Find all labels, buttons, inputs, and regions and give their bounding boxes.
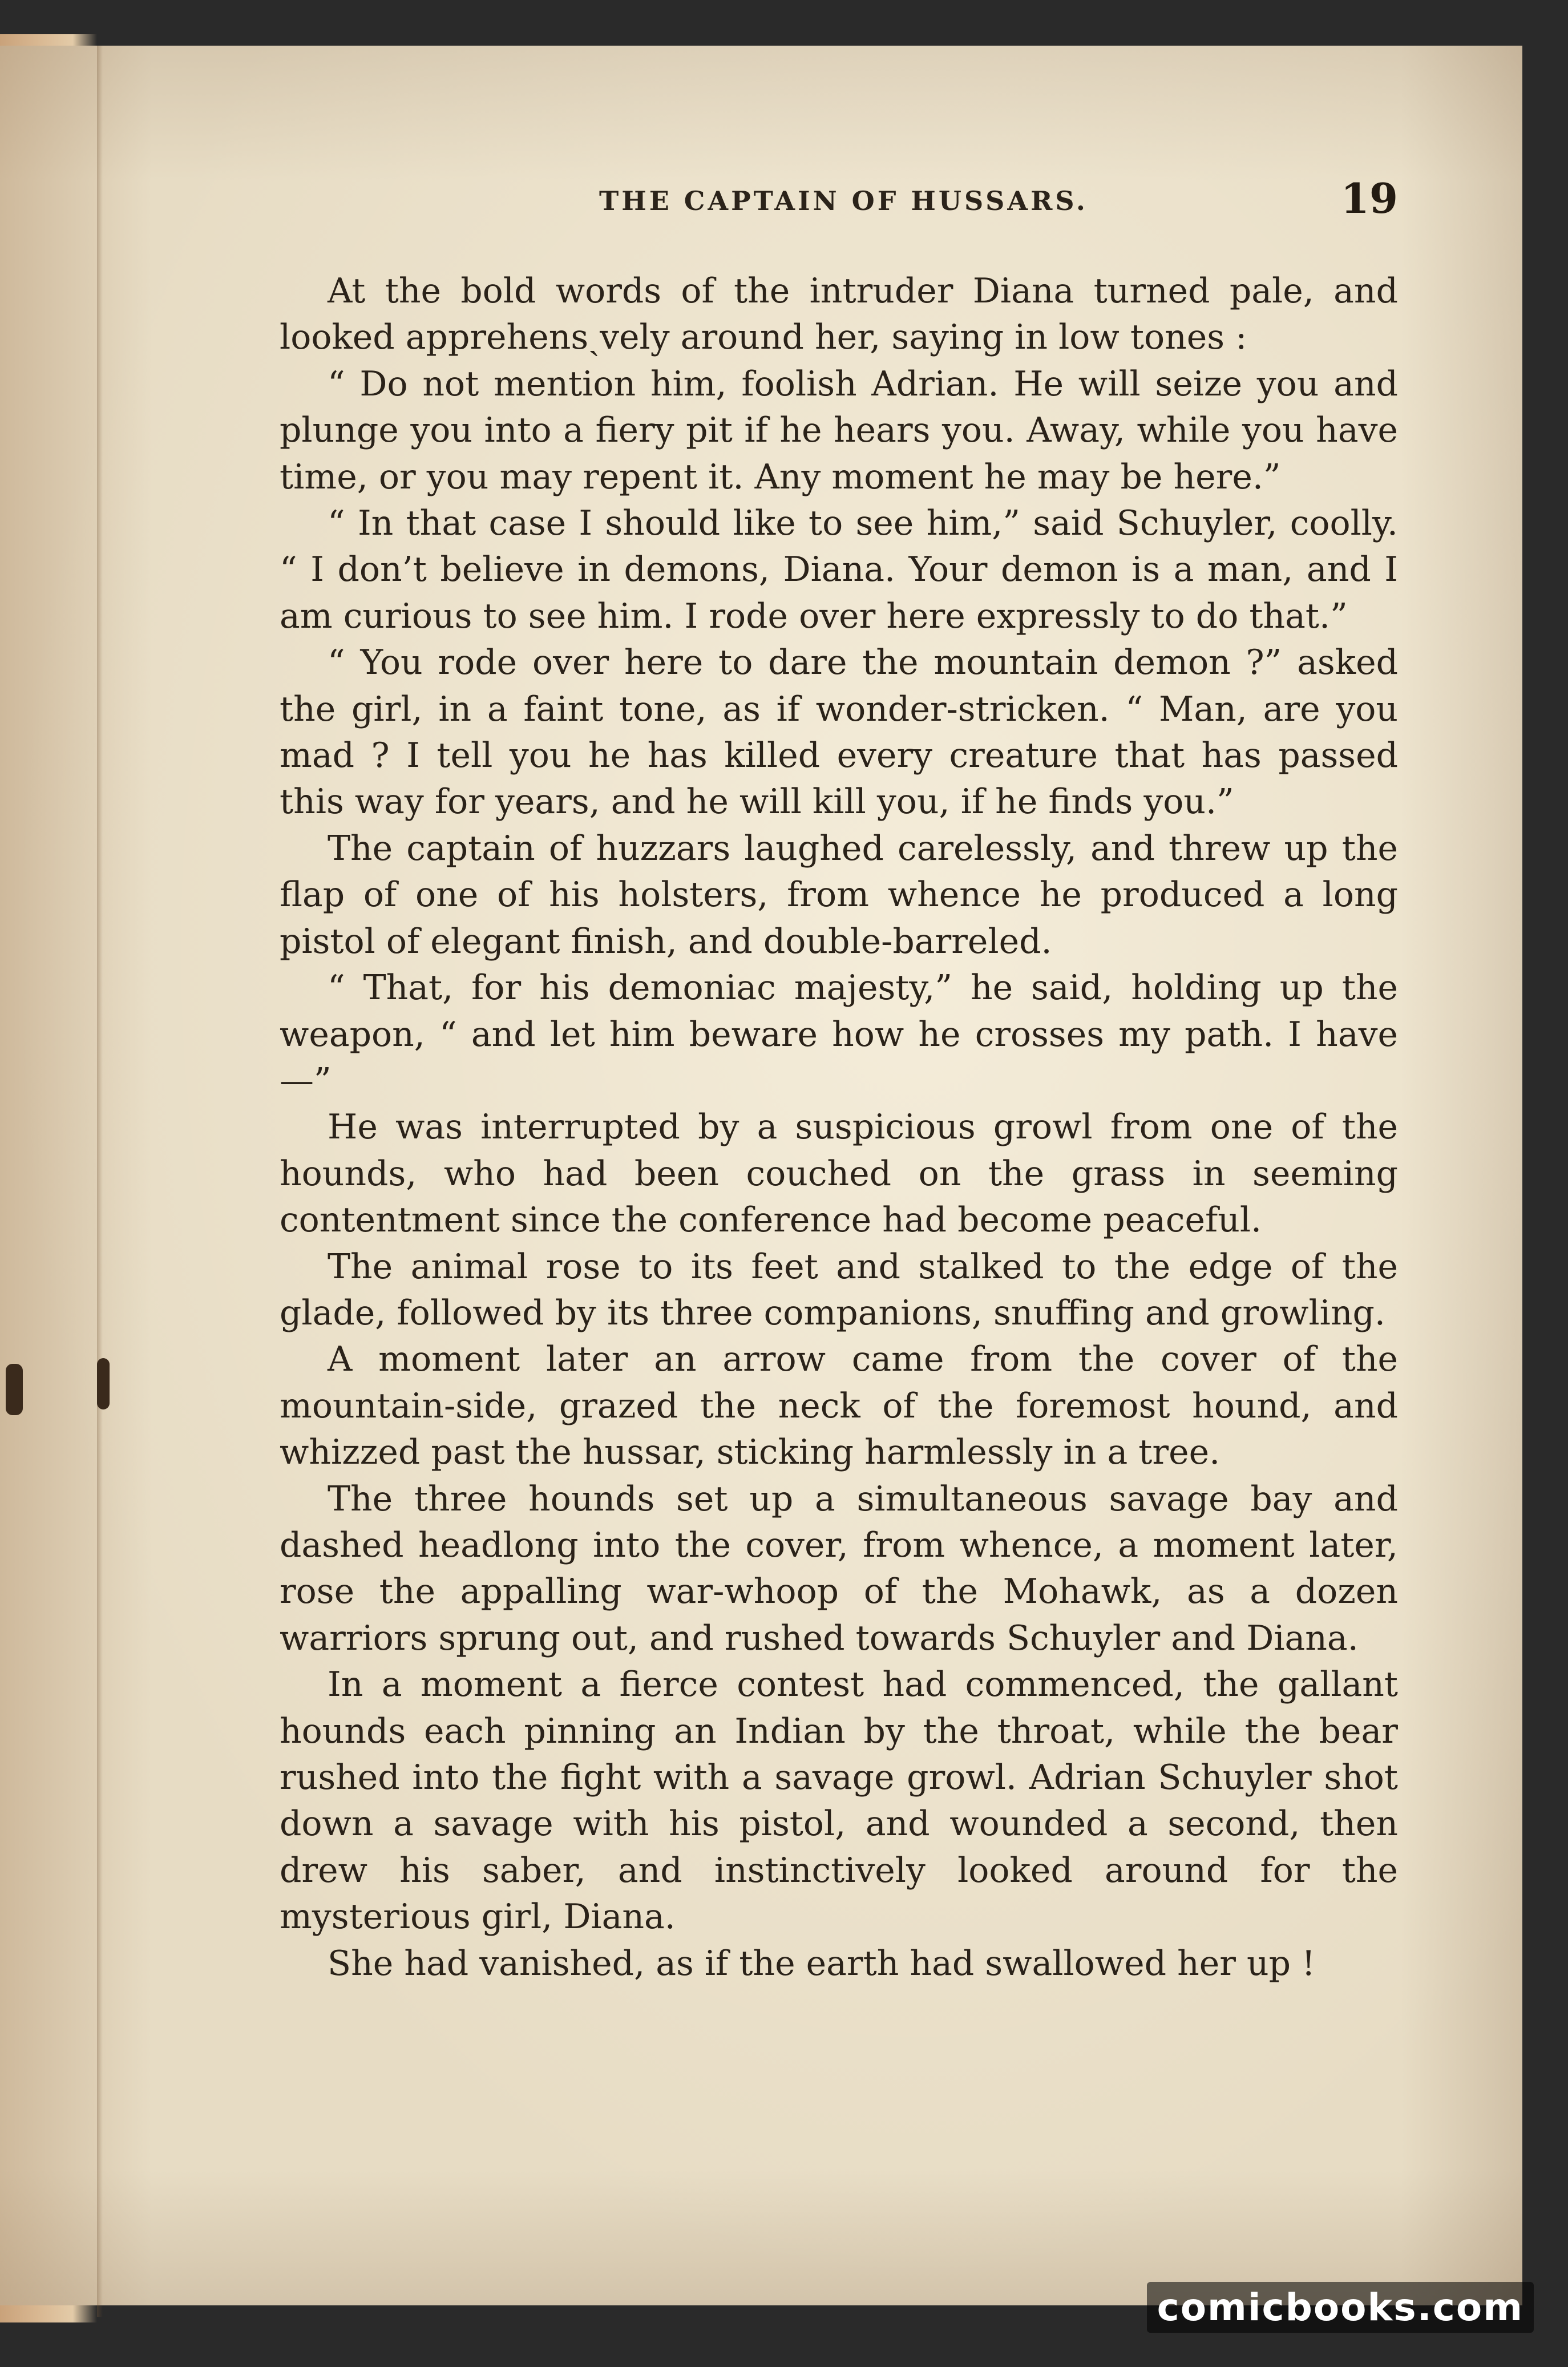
paragraph: The three hounds set up a simultaneous savage bay and dashed headlong into the cover, from whence, a moment later, rose the appalling war-whoop of the Mohawk, as a dozen warriors sprung out, and rushed towards Schuyler and Diana. (280, 1479, 1398, 1658)
binding-thread-mark (97, 1358, 110, 1409)
body-text (280, 268, 1398, 1987)
paragraph: “ That, for his demoniac majesty,” he said, holding up the weapon, “ and let him beware how he crosses my path. I have—” (280, 968, 1398, 1101)
page-number: 19 (1340, 174, 1398, 223)
paragraph: In a moment a fierce contest had commenced, the gallant hounds each pinning an Indian by the throat, while the bear rushed into the fight with a savage growl. Adrian Schuyler shot down a savage with his pistol, and wounded a second, then drew his saber, and instinctively looked around for the mysterious girl, Diana. (280, 1665, 1398, 1937)
paragraph: He was interrupted by a suspicious growl from one of the hounds, who had been couched on the grass in seeming contentment since the conference had become peaceful. (280, 1107, 1398, 1241)
site-watermark: comicbooks.com (1147, 2282, 1534, 2333)
paragraph: The animal rose to its feet and stalked to the edge of the glade, followed by its three companions, snuffing and growling. (280, 1246, 1398, 1333)
paragraph: She had vanished, as if the earth had swallowed her up ! (328, 1943, 1316, 1984)
binding-thread-mark (6, 1364, 23, 1415)
paragraph: A moment later an arrow came from the cover of the mountain-side, grazed the neck of the foremost hound, and whizzed past the hussar, sticking harmlessly in a tree. (280, 1339, 1398, 1473)
paragraph: At the bold words of the intruder Diana turned pale, and looked apprehensˏvely around her, saying in low tones : (280, 271, 1398, 358)
paragraph: “ You rode over here to dare the mountain demon ?” asked the girl, in a faint tone, as if wonder-stricken. “ Man, are you mad ? I tell you he has killed every creature that has passed this way for years, and he will kill you, if he finds you.” (280, 643, 1398, 822)
running-title: THE CAPTAIN OF HUSSARS. (599, 185, 1088, 216)
page-header (280, 174, 1398, 231)
paragraph: The captain of huzzars laughed carelessly, and threw up the flap of one of his holsters, from whence he produced a long pistol of elegant finish, and double-barreled. (280, 828, 1398, 962)
gutter-shadow (97, 46, 103, 2317)
paragraph: “ In that case I should like to see him,” said Schuyler, coolly. “ I don’t believe in demons, Diana. Your demon is a man, and I am curious to see him. I rode over here expressly to do that.” (280, 503, 1398, 636)
paragraph: “ Do not mention him, foolish Adrian. He will seize you and plunge you into a fiery pit if he hears you. Away, while you have time, or you may repent it. Any moment he may be here.” (280, 363, 1398, 497)
